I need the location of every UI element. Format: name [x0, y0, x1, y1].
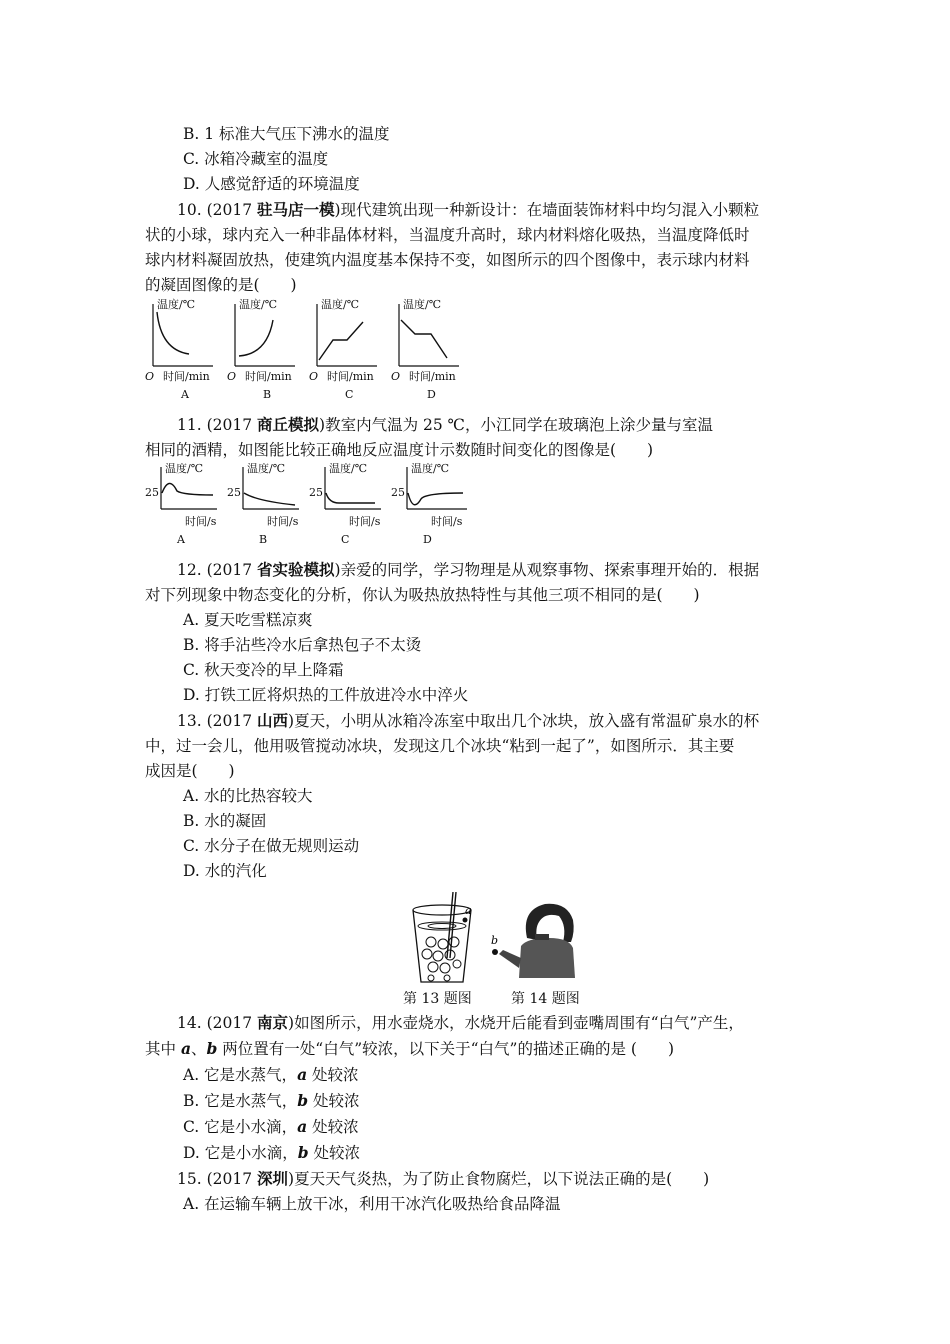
- q10-label-c: C: [345, 388, 354, 401]
- q10-stem: 10. (2017 驻马店一模)现代建筑出现一种新设计：在墙面装饰材料中均匀混入小颗粒: [177, 200, 760, 219]
- q13-option-a: A. 水的比热容较大: [183, 787, 313, 805]
- q12-source: 省实验模拟: [257, 560, 335, 579]
- q10-graph-c: [309, 298, 377, 401]
- q10-ylabel-a: 温度/℃: [157, 298, 196, 311]
- cup-with-ice-figure: [407, 892, 487, 988]
- q11-graphs: [145, 463, 810, 547]
- q10-source: 驻马店一模: [257, 200, 335, 219]
- q11-xlabel-d: 时间/s: [431, 515, 463, 528]
- figure-14-caption: 第 14 题图: [511, 991, 580, 1007]
- q11-label-c: C: [341, 533, 350, 546]
- q9-option-d: D. 人感觉舒适的环境温度: [183, 175, 360, 193]
- q10-xlabel-c: 时间/min: [327, 370, 374, 383]
- q11-ylabel-c: 温度/℃: [329, 463, 368, 475]
- q14-option-a: A. 它是水蒸气，a 处较浓: [183, 1065, 359, 1084]
- question-page: [145, 122, 810, 1217]
- q14-source: 南京: [257, 1013, 289, 1032]
- q11-label-a: A: [177, 533, 185, 546]
- q10-origin-c: O: [309, 370, 319, 383]
- q10-graph-svg: [145, 298, 475, 406]
- q13-option-c: C. 水分子在做无规则运动: [183, 837, 360, 855]
- q11-graph-a: [145, 463, 217, 546]
- q11-ylabel-a: 温度/℃: [165, 463, 204, 475]
- q11-xlabel-c: 时间/s: [349, 515, 381, 528]
- q10-graph-a: [145, 298, 213, 401]
- q11-xlabel-b: 时间/s: [267, 515, 299, 528]
- q13-stem: 13. (2017 山西)夏天，小明从冰箱冷冻室中取出几个冰块，放入盛有常温矿泉水的杯: [177, 711, 760, 730]
- q10-label-b: B: [263, 388, 272, 401]
- q11-tick-c: 25: [309, 486, 323, 499]
- q11-label-b: B: [259, 533, 268, 546]
- q15-stem: 15. (2017 深圳)夏天天气炎热，为了防止食物腐烂，以下说法正确的是( ): [177, 1169, 710, 1188]
- figure-mark-a: a: [465, 904, 472, 917]
- q14-option-d: D. 它是小水滴，b 处较浓: [183, 1143, 361, 1162]
- q10-graph-b: [227, 298, 295, 401]
- q11-stem: 11. (2017 商丘模拟)教室内气温为 25 ℃，小江同学在玻璃泡上涂少量与室温: [177, 415, 713, 434]
- kettle-figure: [487, 898, 579, 984]
- q12-stem: 12. (2017 省实验模拟)亲爱的同学，学习物理是从观察事物、探索事理开始的．根据: [177, 560, 760, 579]
- q15-option-a: A. 在运输车辆上放干冰，利用干冰汽化吸热给食品降温: [183, 1195, 561, 1213]
- q11-ylabel-b: 温度/℃: [247, 463, 286, 475]
- q13-stem-2: 中，过一会儿，他用吸管搅动冰块，发现这几个冰块“粘到一起了”，如图所示．其主要: [145, 737, 735, 755]
- q14-stem: 14. (2017 南京)如图所示，用水壶烧水，水烧开后能看到壶嘴周围有“白气”产生，: [177, 1013, 744, 1032]
- q11-graph-svg: [145, 463, 475, 547]
- q10-stem-3: 球内材料凝固放热，使建筑内温度基本保持不变，如图所示的四个图像中，表示球内材料: [145, 251, 750, 269]
- q11-graph-b: [227, 463, 299, 546]
- q10-xlabel-b: 时间/min: [245, 370, 292, 383]
- q12-option-c: C. 秋天变冷的早上降霜: [183, 661, 344, 679]
- figures-13-14: [145, 884, 810, 1010]
- figure-mark-b: b: [491, 934, 499, 947]
- q11-graph-c: [309, 463, 381, 546]
- q10-stem-2: 状的小球，球内充入一种非晶体材料，当温度升高时，球内材料熔化吸热，当温度降低时: [145, 226, 750, 244]
- q10-ylabel-b: 温度/℃: [239, 298, 278, 311]
- q13-stem-3: 成因是( ): [145, 762, 235, 780]
- q11-stem-2: 相同的酒精，如图能比较正确地反应温度计示数随时间变化的图像是( ): [145, 441, 654, 459]
- q14-stem-2: 其中 a、b 两位置有一处“白气”较浓，以下关于“白气”的描述正确的是 ( ): [145, 1039, 674, 1058]
- q11-source: 商丘模拟: [257, 415, 320, 434]
- q10-ylabel-d: 温度/℃: [403, 298, 442, 311]
- q13-option-b: B. 水的凝固: [183, 812, 267, 830]
- q11-ylabel-d: 温度/℃: [411, 463, 450, 475]
- figure-13-caption: 第 13 题图: [403, 991, 472, 1007]
- q11-tick-a: 25: [145, 486, 159, 499]
- q10-label-a: A: [181, 388, 189, 401]
- q10-graph-d: [391, 298, 459, 401]
- q12-option-a: A. 夏天吃雪糕凉爽: [183, 611, 313, 629]
- q12-option-d: D. 打铁工匠将炽热的工件放进冷水中淬火: [183, 686, 469, 704]
- q10-origin-a: O: [145, 370, 155, 383]
- q13-source: 山西: [257, 711, 289, 730]
- q10-label-d: D: [427, 388, 436, 401]
- q14-option-b: B. 它是水蒸气，b 处较浓: [183, 1091, 360, 1110]
- q12-stem-2: 对下列现象中物态变化的分析，你认为吸热放热特性与其他三项不相同的是( ): [145, 586, 700, 604]
- q12-option-b: B. 将手沾些冷水后拿热包子不太烫: [183, 636, 422, 654]
- q15-source: 深圳: [257, 1169, 289, 1188]
- q10-origin-d: O: [391, 370, 401, 383]
- q13-option-d: D. 水的汽化: [183, 862, 267, 880]
- q14-option-c: C. 它是小水滴，a 处较浓: [183, 1117, 359, 1136]
- q10-xlabel-d: 时间/min: [409, 370, 456, 383]
- q9-option-b: B. 1 标准大气压下沸水的温度: [183, 125, 390, 143]
- q11-label-d: D: [423, 533, 432, 546]
- q10-graphs: [145, 298, 810, 406]
- q10-origin-b: O: [227, 370, 237, 383]
- q11-xlabel-a: 时间/s: [185, 515, 217, 528]
- q11-tick-d: 25: [391, 486, 405, 499]
- q11-tick-b: 25: [227, 486, 241, 499]
- q10-stem-4: 的凝固图像的是( ): [145, 276, 297, 294]
- q10-ylabel-c: 温度/℃: [321, 298, 360, 311]
- q10-xlabel-a: 时间/min: [163, 370, 210, 383]
- q9-option-c: C. 冰箱冷藏室的温度: [183, 150, 329, 168]
- q11-graph-d: [391, 463, 467, 546]
